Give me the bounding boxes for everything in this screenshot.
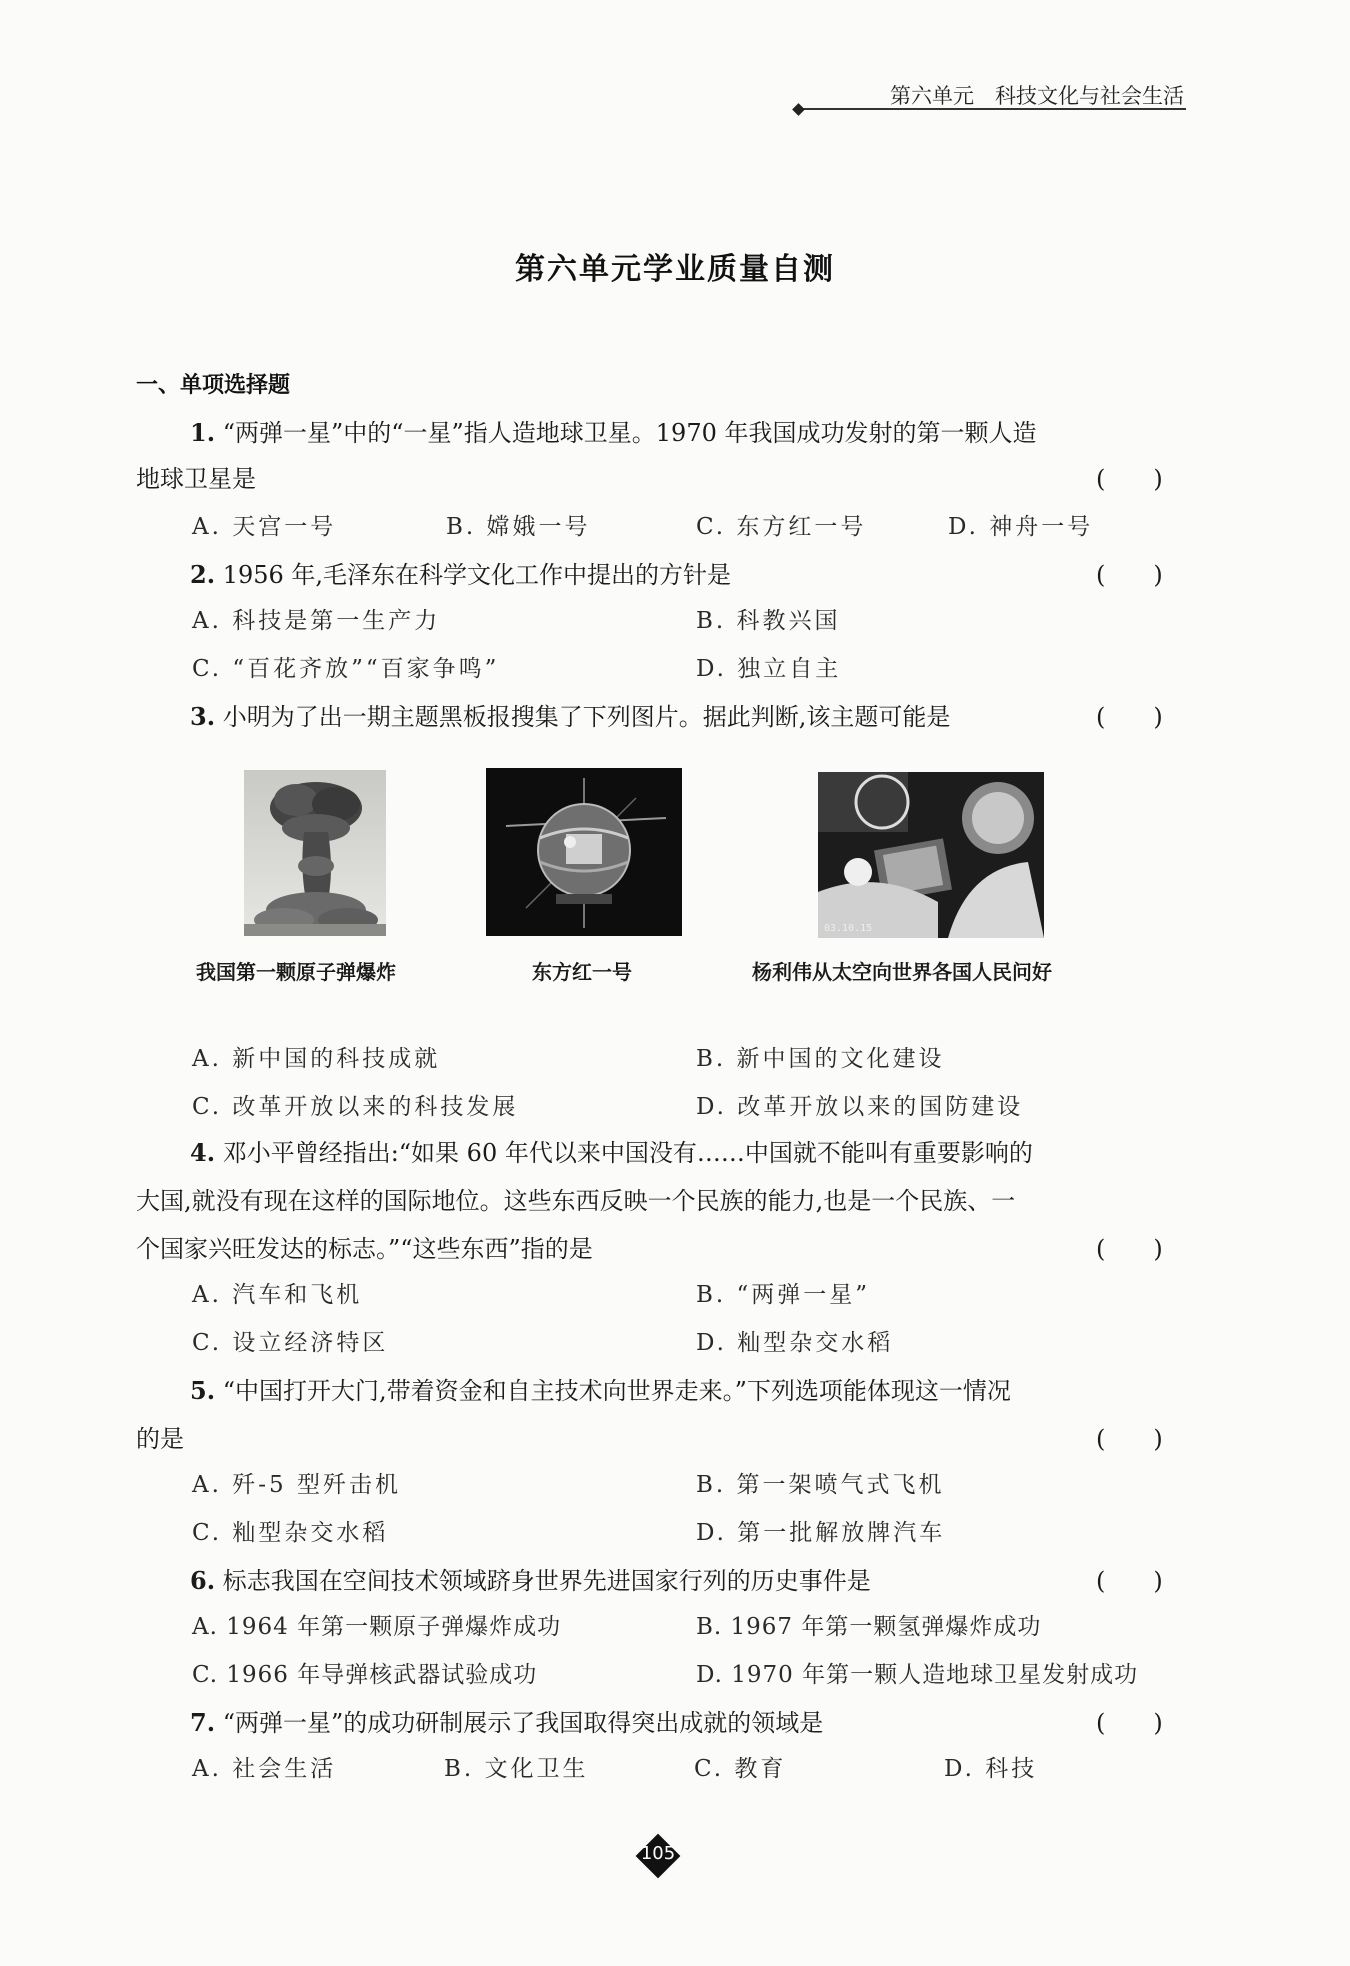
header-theme: 科技文化与社会生活 xyxy=(995,84,1184,108)
q5-stem-line2: 的是 xyxy=(136,1425,184,1453)
q4-option-b[interactable]: B. “两弹一星” xyxy=(696,1282,871,1308)
page-number: 105 xyxy=(640,1843,676,1864)
q3-option-a[interactable]: A. 新中国的科技成就 xyxy=(192,1046,441,1072)
q4-option-d[interactable]: D. 籼型杂交水稻 xyxy=(696,1330,894,1356)
q4-stem-line1: 4. 邓小平曾经指出:“如果 60 年代以来中国没有……中国就不能叫有重要影响的 xyxy=(190,1138,1033,1167)
header-unit: 第六单元 xyxy=(890,84,974,108)
q6-option-b[interactable]: B. 1967 年第一颗氢弹爆炸成功 xyxy=(696,1614,1042,1640)
q3-stem: 3. 小明为了出一期主题黑板报搜集了下列图片。据此判断,该主题可能是 xyxy=(190,702,951,731)
q4-stem-line2: 大国,就没有现在这样的国际地位。这些东西反映一个民族的能力,也是一个民族、一 xyxy=(136,1187,1016,1215)
dongfanghong-satellite-photo xyxy=(486,768,682,936)
q6-option-c[interactable]: C. 1966 年导弹核武器试验成功 xyxy=(192,1662,538,1688)
atomic-bomb-photo xyxy=(244,770,386,936)
q1-option-c[interactable]: C. 东方红一号 xyxy=(696,514,867,540)
q7-option-c[interactable]: C. 教育 xyxy=(694,1756,787,1782)
q6-answer-blank[interactable]: ( ) xyxy=(1096,1567,1163,1595)
q1-stem-line1: 1. “两弹一星”中的“一星”指人造地球卫星。1970 年我国成功发射的第一颗人造 xyxy=(190,418,1037,447)
caption-dongfanghong: 东方红一号 xyxy=(532,960,632,984)
header-rule xyxy=(800,108,1186,110)
q5-answer-blank[interactable]: ( ) xyxy=(1096,1425,1163,1453)
mushroom-cloud-icon xyxy=(244,770,386,936)
section-heading: 一、单项选择题 xyxy=(136,373,291,398)
q2-option-c[interactable]: C. “百花齐放”“百家争鸣” xyxy=(192,656,500,682)
q7-option-a[interactable]: A. 社会生活 xyxy=(192,1756,337,1782)
q5-option-b[interactable]: B. 第一架喷气式飞机 xyxy=(696,1472,945,1498)
q2-stem: 2. 1956 年,毛泽东在科学文化工作中提出的方针是 xyxy=(190,560,732,589)
q5-stem-line1: 5. “中国打开大门,带着资金和自主技术向世界走来。”下列选项能体现这一情况 xyxy=(190,1376,1011,1405)
q1-option-b[interactable]: B. 嫦娥一号 xyxy=(446,514,591,540)
q6-option-a[interactable]: A. 1964 年第一颗原子弹爆炸成功 xyxy=(192,1614,562,1640)
q7-answer-blank[interactable]: ( ) xyxy=(1096,1709,1163,1737)
page-title: 第六单元学业质量自测 xyxy=(515,252,835,287)
q6-stem: 6. 标志我国在空间技术领域跻身世界先进国家行列的历史事件是 xyxy=(190,1566,871,1595)
q2-answer-blank[interactable]: ( ) xyxy=(1096,561,1163,589)
satellite-icon xyxy=(486,768,682,936)
q7-option-d[interactable]: D. 科技 xyxy=(944,1756,1038,1782)
q7-option-b[interactable]: B. 文化卫生 xyxy=(444,1756,589,1782)
q2-option-b[interactable]: B. 科教兴国 xyxy=(696,608,841,634)
q3-option-b[interactable]: B. 新中国的文化建设 xyxy=(696,1046,945,1072)
running-header-text xyxy=(890,80,1184,110)
q6-option-d[interactable]: D. 1970 年第一颗人造地球卫星发射成功 xyxy=(696,1662,1139,1688)
q3-answer-blank[interactable]: ( ) xyxy=(1096,703,1163,731)
q5-option-c[interactable]: C. 籼型杂交水稻 xyxy=(192,1520,389,1546)
q4-stem-line3: 个国家兴旺发达的标志。”“这些东西”指的是 xyxy=(136,1235,593,1263)
caption-yang-liwei: 杨利伟从太空向世界各国人民问好 xyxy=(752,960,1052,984)
q1-option-d[interactable]: D. 神舟一号 xyxy=(948,514,1094,540)
page-number-badge xyxy=(636,1834,680,1878)
photo-date-stamp: 03.10.15 xyxy=(824,923,873,934)
q5-option-a[interactable]: A. 歼-5 型歼击机 xyxy=(192,1472,401,1498)
q1-stem-line2: 地球卫星是 xyxy=(136,465,256,493)
q2-option-d[interactable]: D. 独立自主 xyxy=(696,656,842,682)
q1-answer-blank[interactable]: ( ) xyxy=(1096,465,1163,493)
q4-option-a[interactable]: A. 汽车和飞机 xyxy=(192,1282,363,1308)
q3-option-c[interactable]: C. 改革开放以来的科技发展 xyxy=(192,1094,519,1120)
q2-option-a[interactable]: A. 科技是第一生产力 xyxy=(192,608,441,634)
q4-option-c[interactable]: C. 设立经济特区 xyxy=(192,1330,389,1356)
q4-answer-blank[interactable]: ( ) xyxy=(1096,1235,1163,1263)
q7-stem: 7. “两弹一星”的成功研制展示了我国取得突出成就的领域是 xyxy=(190,1708,824,1737)
header-diamond-icon xyxy=(792,103,805,116)
caption-atomic-bomb: 我国第一颗原子弹爆炸 xyxy=(196,960,396,984)
astronaut-icon xyxy=(818,772,1044,938)
q3-option-d[interactable]: D. 改革开放以来的国防建设 xyxy=(696,1094,1024,1120)
q1-option-a[interactable]: A. 天宫一号 xyxy=(192,514,337,540)
q5-option-d[interactable]: D. 第一批解放牌汽车 xyxy=(696,1520,946,1546)
yang-liwei-photo xyxy=(818,772,1044,938)
running-header xyxy=(800,74,1186,114)
